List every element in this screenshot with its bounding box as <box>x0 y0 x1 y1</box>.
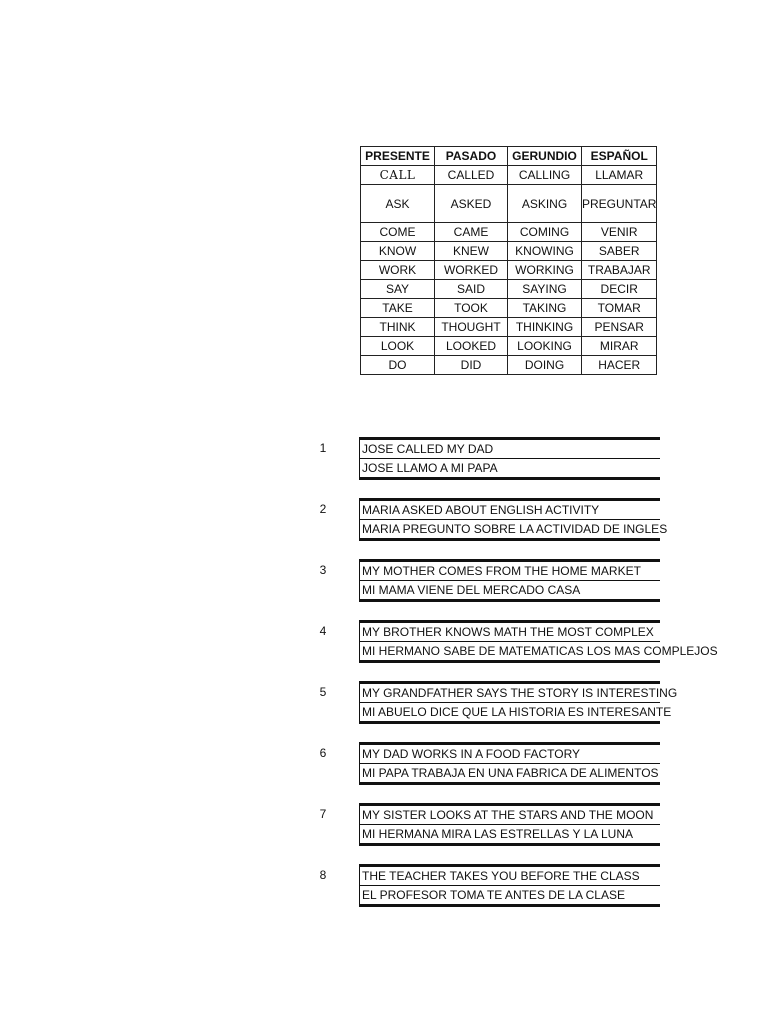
sentence-english: MARIA ASKED ABOUT ENGLISH ACTIVITY <box>360 501 660 520</box>
sentence-english: JOSE CALLED MY DAD <box>360 440 660 459</box>
table-cell: LLAMAR <box>582 166 657 185</box>
table-cell: VENIR <box>582 223 657 242</box>
table-cell: ASKING <box>508 185 582 223</box>
table-cell: SABER <box>582 242 657 261</box>
sentence-spanish: MI ABUELO DICE QUE LA HISTORIA ES INTERESANTE <box>362 705 672 719</box>
sentence-english: MY BROTHER KNOWS MATH THE MOST COMPLEX <box>360 623 660 642</box>
sentence-spanish: MI MAMA VIENE DEL MERCADO CASA <box>362 583 581 597</box>
table-cell: TRABAJAR <box>582 261 657 280</box>
sentence-english: MY DAD WORKS IN A FOOD FACTORY <box>360 745 660 764</box>
table-header-row <box>361 147 657 166</box>
sentence-english: MY MOTHER COMES FROM THE HOME MARKET <box>360 562 660 581</box>
table-cell: KNOWING <box>508 242 582 261</box>
header-presente: PRESENTE <box>361 147 435 166</box>
header-pasado: PASADO <box>435 147 508 166</box>
sentence-pair <box>359 742 660 785</box>
table-cell: ASKED <box>435 185 508 223</box>
table-cell: KNEW <box>435 242 508 261</box>
sentence-spanish: JOSE LLAMO A MI PAPA <box>362 461 498 475</box>
verbs-table <box>360 146 657 375</box>
table-cell: THOUGHT <box>435 318 508 337</box>
table-cell: SAID <box>435 280 508 299</box>
table-cell: LOOK <box>361 337 435 356</box>
table-cell: DID <box>435 356 508 375</box>
table-cell: MIRAR <box>582 337 657 356</box>
table-row <box>361 223 657 242</box>
sentence-number: 2 <box>319 502 327 516</box>
sentence-number: 8 <box>319 868 327 882</box>
table-cell: TAKE <box>361 299 435 318</box>
table-row <box>361 261 657 280</box>
table-cell: CALLING <box>508 166 582 185</box>
table-cell: WORKING <box>508 261 582 280</box>
table-cell: SAYING <box>508 280 582 299</box>
table-cell: HACER <box>582 356 657 375</box>
sentence-number: 5 <box>319 685 327 699</box>
table-row <box>361 166 657 185</box>
sentence-pair <box>359 437 660 480</box>
table-cell: CALL <box>361 166 435 185</box>
table-cell: TAKING <box>508 299 582 318</box>
table-cell: DO <box>361 356 435 375</box>
sentence-pair <box>359 803 660 846</box>
sentence-number: 1 <box>319 441 327 455</box>
table-cell: LOOKED <box>435 337 508 356</box>
sentence-number: 7 <box>319 807 327 821</box>
table-cell: LOOKING <box>508 337 582 356</box>
table-row <box>361 299 657 318</box>
table-cell: TOOK <box>435 299 508 318</box>
sentence-pair <box>359 681 678 724</box>
sentence-number: 6 <box>319 746 327 760</box>
sentence-pair <box>359 864 660 907</box>
table-row <box>361 356 657 375</box>
table-cell: WORKED <box>435 261 508 280</box>
sentence-spanish: EL PROFESOR TOMA TE ANTES DE LA CLASE <box>362 888 625 902</box>
table-cell: CAME <box>435 223 508 242</box>
table-cell: DECIR <box>582 280 657 299</box>
table-cell: PREGUNTAR <box>582 185 657 223</box>
sentence-number: 4 <box>319 624 327 638</box>
header-gerundio: GERUNDIO <box>508 147 582 166</box>
sentence-spanish: MARIA PREGUNTO SOBRE LA ACTIVIDAD DE INGLES <box>362 522 668 536</box>
table-row <box>361 337 657 356</box>
sentence-spanish: MI PAPA TRABAJA EN UNA FABRICA DE ALIMENTOS <box>362 766 659 780</box>
table-cell: CALLED <box>435 166 508 185</box>
sentence-spanish: MI HERMANA MIRA LAS ESTRELLAS Y LA LUNA <box>362 827 633 841</box>
table-row <box>361 280 657 299</box>
table-cell: PENSAR <box>582 318 657 337</box>
header-espanol: ESPAÑOL <box>582 147 657 166</box>
table-cell: TOMAR <box>582 299 657 318</box>
table-cell: THINK <box>361 318 435 337</box>
table-cell: WORK <box>361 261 435 280</box>
sentence-english: MY GRANDFATHER SAYS THE STORY IS INTERESTING <box>360 684 660 703</box>
sentence-number: 3 <box>319 563 327 577</box>
sentence-pair <box>359 620 718 663</box>
table-cell: ASK <box>361 185 435 223</box>
table-row <box>361 242 657 261</box>
table-row <box>361 318 657 337</box>
table-cell: SAY <box>361 280 435 299</box>
sentence-english: MY SISTER LOOKS AT THE STARS AND THE MOON <box>360 806 660 825</box>
table-row <box>361 185 657 223</box>
table-cell: DOING <box>508 356 582 375</box>
sentence-spanish: MI HERMANO SABE DE MATEMATICAS LOS MAS COMPLEJOS <box>362 644 718 658</box>
sentence-pair <box>359 559 660 602</box>
sentence-pair <box>359 498 668 541</box>
table-cell: COMING <box>508 223 582 242</box>
table-cell: COME <box>361 223 435 242</box>
sentence-english: THE TEACHER TAKES YOU BEFORE THE CLASS <box>360 867 660 886</box>
table-cell: KNOW <box>361 242 435 261</box>
table-cell: THINKING <box>508 318 582 337</box>
